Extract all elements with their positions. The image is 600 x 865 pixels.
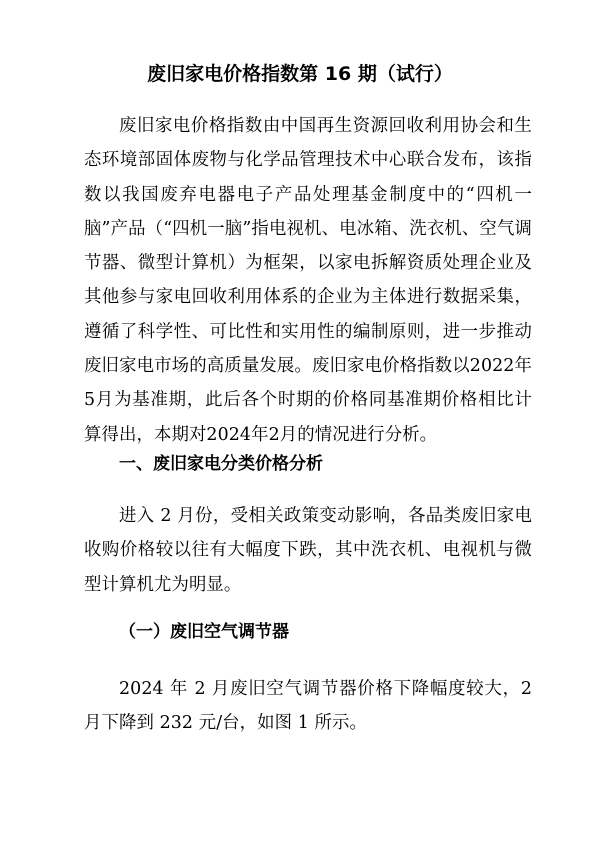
subsection-paragraph: 2024 年 2 月废旧空气调节器价格下降幅度较大，2 月下降到 232 元/台，如图 1 所示。: [84, 679, 532, 734]
section-heading: 一、废旧家电分类价格分析: [119, 454, 323, 474]
document-title: 废旧家电价格指数第 16 期（试行）: [147, 63, 453, 85]
section-paragraph: 进入 2 月份，受相关政策变动影响，各品类废旧家电收购价格较以往有大幅度下跌，其中洗衣机、电视机与微型计算机尤为明显。: [84, 506, 532, 595]
intro-paragraph: 废旧家电价格指数由中国再生资源回收利用协会和生态环境部固体废物与化学品管理技术中心联合发布，该指数以我国废弃电器电子产品处理基金制度中的“四机一脑”产品（“四机一脑”指电视机、电冰箱、洗衣机、空气调节器、微型计算机）为框架，以家电拆解资质处理企业及其他参与家电回收利用体系的企业为主体进行数据采集，遵循了科学性、可比性和实用性的编制原则，进一步推动废旧家电市场的高质量发展。废旧家电价格指数以2022年5月为基准期，此后各个时期的价格同基准期价格相比计算得出，本期对2024年2月的情况进行分析。: [84, 116, 532, 445]
subsection-heading: （一）废旧空气调节器: [119, 622, 289, 642]
